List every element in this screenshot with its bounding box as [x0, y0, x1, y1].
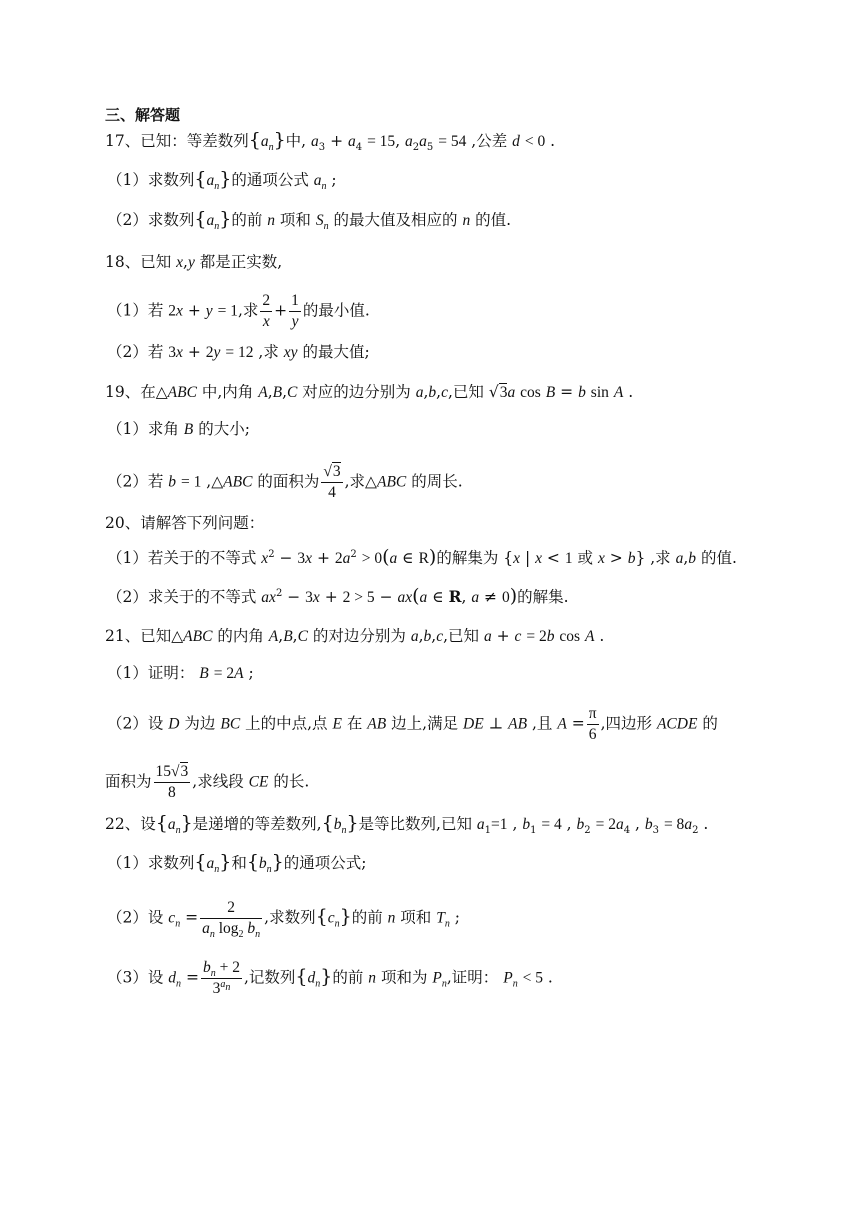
problem-18-stem: 18、已知 x,y 都是正实数,	[105, 253, 283, 271]
problem-22-stem: 22、设$\{a_n\}$是递增的等差数列$,\{b_n\}$是等比数列,已知 $a_1=1$ , $b_1 = 4$ , $b_2 = 2a_4$ , $b_3 = 8a_2$ .	[105, 812, 709, 837]
problem-20-stem: 20、请解答下列问题：	[105, 514, 265, 532]
problem-19-part-1: （1）求角 B 的大小;	[107, 420, 250, 438]
problem-20-part-1: （1）若关于的不等式 $x^2 - 3x + 2a^2 > 0(a$ ∈ R)的解集为 {x | x < 1 或 x > b} ,求 a,b 的值.	[107, 546, 737, 568]
problem-21-part-2: （2）设 D 为边 BC 上的中点,点 E 在 AB 边上,满足 DE ⊥ AB ,且 A = $\frac{\pi}{6}$ ,四边形 ACDE 的	[107, 705, 718, 743]
problem-21-part-2-cont: 面积为 $\frac{15√3}{8}$ ,求线段 CE 的长.	[105, 763, 310, 801]
problem-20-part-2: （2）求关于的不等式 $ax^2 - 3x + 2 > 5 - ax(a$ ∈ R, a ≠ 0)的解集.	[107, 585, 569, 607]
problem-22-part-2: （2）设 $c_n$ = $\frac{2}{a_n \log_2 b_n}$ ,求数列$\{c_n\}$的前 n 项和 $T_n$ ;	[107, 899, 461, 941]
problem-19-part-2: （2）若 b = 1 ,△ABC 的面积为 $\frac{√3}{4}$ ,求△ABC 的周长.	[107, 463, 463, 501]
problem-22-part-1: （1）求数列$\{a_n\}$和$\{b_n\}$的通项公式;	[107, 851, 367, 876]
problem-17-part-1: （1）求数列$\{a_n\}$的通项公式 $a_n$ ;	[107, 168, 337, 193]
problem-18-part-2: （2）若 3x + 2y = 12 ,求 xy 的最大值;	[107, 343, 370, 361]
problem-22-part-3: （3）设 $d_n$ = $\frac{b_n + 2}{3^{a_n}}$ ,记数列$\{d_n\}$的前 n 项和为 $P_n$,证明： $P_n < 5$ .	[107, 959, 553, 997]
problem-21-part-1: （1）证明： B = 2A ;	[107, 664, 254, 682]
problem-19-stem: 19、在△ABC 中,内角 A,B,C 对应的边分别为 a,b,c,已知 √3a cos B = b sin A .	[105, 383, 634, 401]
section-title: 三、解答题	[105, 106, 181, 124]
problem-17-stem: 17、已知：等差数列$\{a_n\}$中, $a_3 + a_4 = 15$, $a_2a_5 = 54$ ,公差 d < 0 .	[105, 129, 556, 154]
problem-17-part-2: （2）求数列$\{a_n\}$的前 n 项和 $S_n$ 的最大值及相应的 n 的值.	[107, 208, 512, 233]
problem-18-part-1: （1）若 2x + y = 1,求 $\frac{2}{x}$ + $\frac{1}{y}$ 的最小值.	[107, 292, 370, 330]
problem-21-stem: 21、已知△ABC 的内角 A,B,C 的对边分别为 a,b,c,已知 a + c = 2b cos A .	[105, 627, 605, 645]
